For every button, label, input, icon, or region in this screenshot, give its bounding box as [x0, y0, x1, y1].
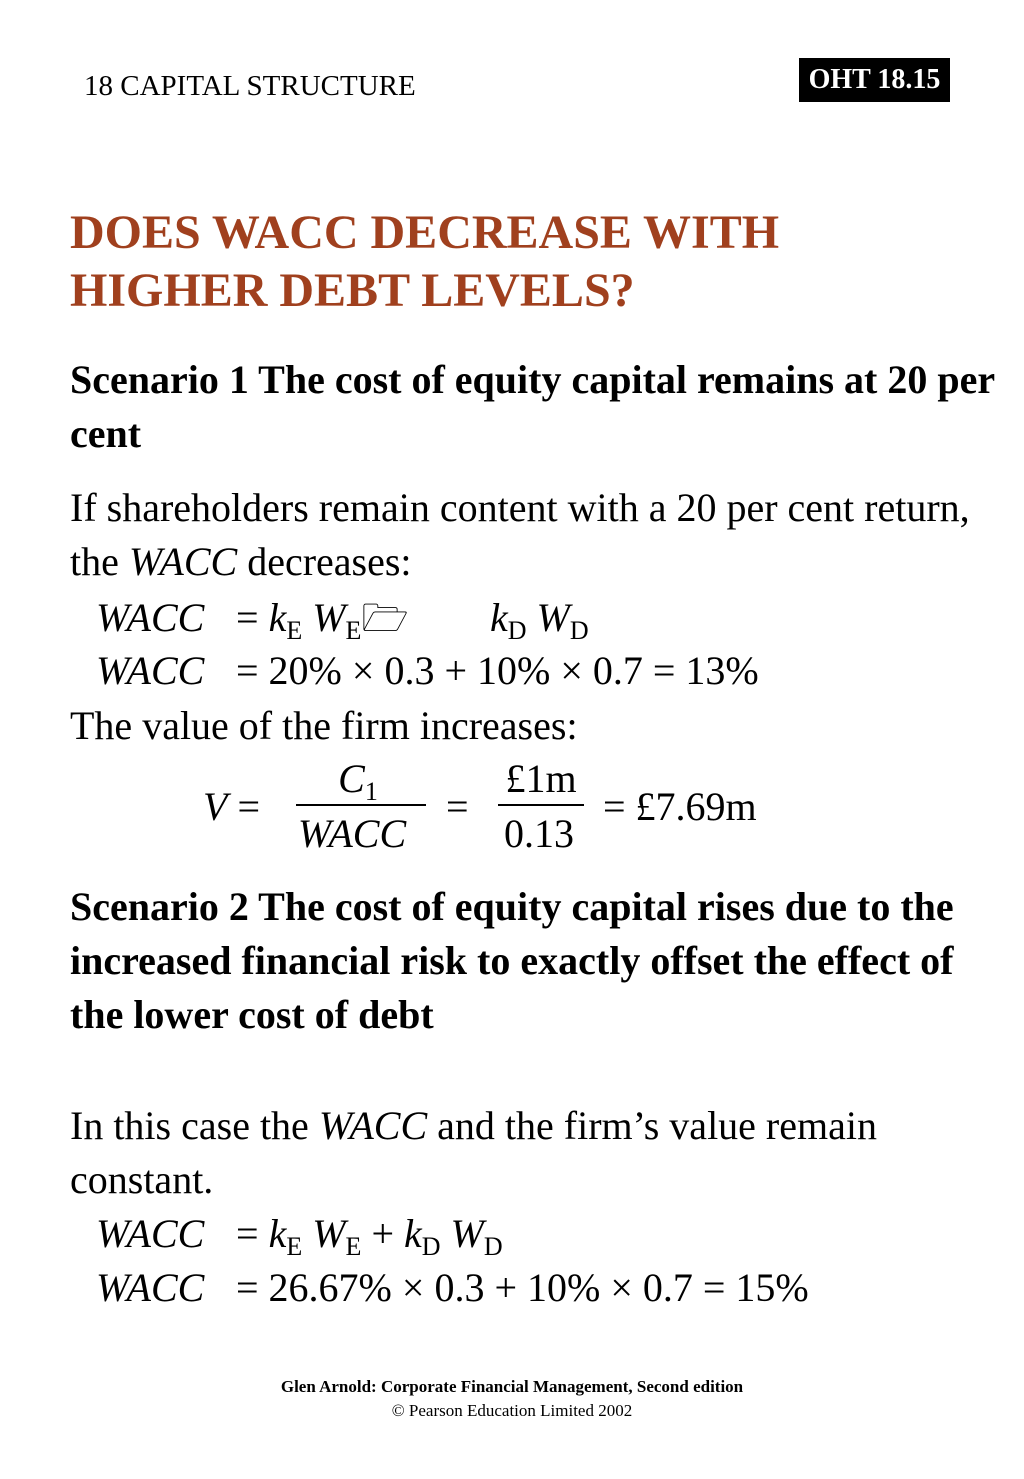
page-title-line-1: DOES WACC DECREASE WITH	[70, 206, 780, 259]
w-symbol: W	[450, 1211, 484, 1256]
formula-rhs	[236, 1208, 503, 1260]
firm-valuation-equation	[0, 755, 1024, 860]
chapter-heading: 18 CAPITAL STRUCTURE	[84, 70, 416, 102]
subscript-d: D	[421, 1232, 441, 1261]
scenario-2-heading: Scenario 2 The cost of equity capital rises due to the increased financial risk to exactly offset the effect of the lower cost of debt	[70, 884, 954, 1037]
formula-debt-term	[490, 592, 589, 644]
subscript-d: D	[483, 1232, 503, 1261]
wacc-calculation-1	[0, 645, 1024, 697]
formula-lhs: WACC	[96, 595, 205, 640]
fraction-2-bar	[498, 804, 584, 806]
v-symbol: V	[203, 784, 228, 829]
fraction-1-bar	[296, 804, 426, 806]
w-symbol: W	[536, 595, 570, 640]
wacc-formula-1	[0, 592, 1024, 644]
fraction-2-numerator: £1m	[505, 756, 577, 801]
k-symbol: k	[490, 595, 508, 640]
fraction-2-denominator: 0.13	[504, 811, 574, 856]
subscript-1: 1	[364, 777, 378, 806]
plus-sign: +	[371, 1211, 394, 1256]
slide-number-badge: OHT 18.15	[799, 58, 950, 102]
subscript-d: D	[569, 616, 589, 645]
fraction-1-numerator	[290, 755, 426, 806]
scenario-1-paragraph-start: If shareholders remain content with a 20 per cent return, the	[70, 485, 970, 584]
scenario-1-paragraph	[70, 481, 1010, 589]
scenario-2-paragraph-start: In this case the	[70, 1103, 319, 1148]
w-symbol: W	[312, 595, 346, 640]
formula-rhs	[236, 592, 409, 644]
subscript-e: E	[345, 1232, 362, 1261]
calc-rhs: = 20% × 0.3 + 10% × 0.7 = 13%	[236, 648, 759, 693]
subscript-d: D	[507, 616, 527, 645]
k-symbol: k	[268, 1211, 287, 1256]
scenario-2-paragraph	[70, 1099, 1010, 1207]
subscript-e: E	[286, 1232, 303, 1261]
k-symbol: k	[268, 595, 287, 640]
scenario-1-heading: Scenario 1 The cost of equity capital remains at 20 per cent	[70, 357, 995, 456]
value-increase-text: The value of the firm increases:	[70, 703, 578, 748]
scenario-2-paragraph-end: and the firm’s value remain constant.	[70, 1103, 877, 1202]
folder-icon: 🗁	[361, 596, 409, 640]
page-title-line-2: HIGHER DEBT LEVELS?	[70, 264, 635, 317]
wacc-calculation-2	[0, 1262, 1024, 1314]
wacc-term: WACC	[318, 1103, 428, 1148]
equals-sign: =	[446, 784, 469, 829]
footer-copyright: © Pearson Education Limited 2002	[391, 1401, 633, 1420]
calc-rhs: = 26.67% × 0.3 + 10% × 0.7 = 15%	[236, 1265, 809, 1310]
calc-lhs: WACC	[96, 648, 205, 693]
wacc-term: WACC	[128, 539, 238, 584]
calc-lhs: WACC	[96, 1265, 205, 1310]
w-symbol: W	[312, 1211, 346, 1256]
wacc-formula-2	[0, 1208, 1024, 1260]
equals-sign: =	[236, 595, 259, 640]
equals-sign: =	[237, 784, 260, 829]
valuation-result: = £7.69m	[603, 784, 757, 829]
footer-citation: Glen Arnold: Corporate Financial Management, Second edition	[280, 1377, 744, 1396]
scenario-1-paragraph-end: decreases:	[237, 539, 412, 584]
formula-lhs: WACC	[96, 1211, 205, 1256]
page-title	[70, 204, 970, 320]
valuation-lhs	[203, 783, 260, 830]
subscript-e: E	[286, 616, 303, 645]
subscript-e: E	[345, 616, 362, 645]
c-symbol: C	[338, 756, 365, 801]
k-symbol: k	[404, 1211, 422, 1256]
fraction-1-denominator: WACC	[297, 811, 407, 856]
equals-sign: =	[236, 1211, 259, 1256]
